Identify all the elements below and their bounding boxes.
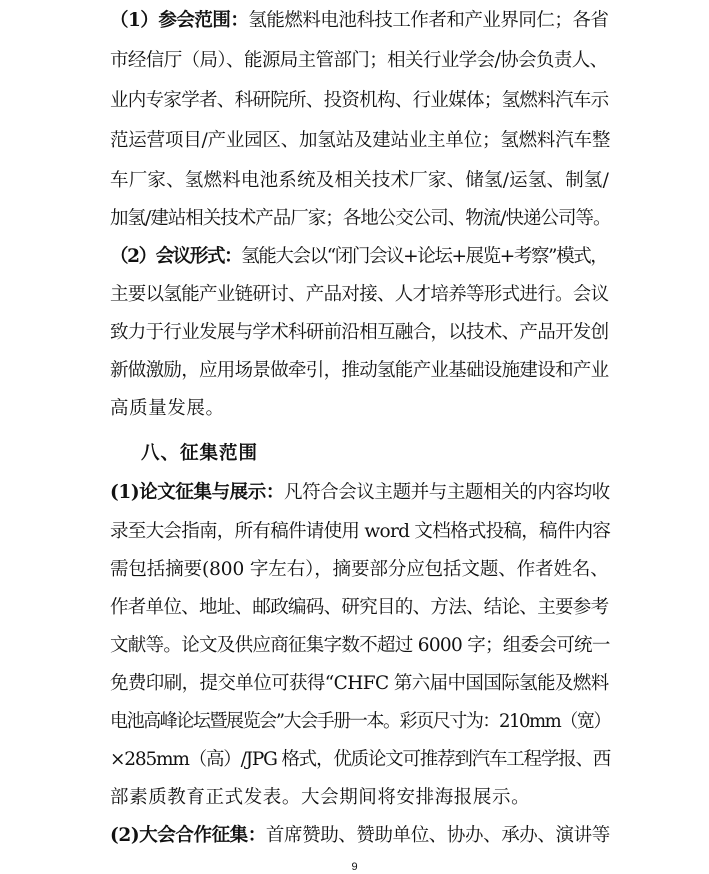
participants-line-4: 范运营项目/产业园区、加氢站及建站业主单位；氢燃料汽车整 xyxy=(110,130,611,151)
papers-text: 凡符合会议主题并与主题相关的内容均收 xyxy=(283,482,610,503)
section-heading: 八、征集范围 xyxy=(141,443,259,464)
format-line-1 xyxy=(110,244,610,270)
papers-line-9: 部素质教育正式发表。大会期间将安排海报展示。 xyxy=(110,787,531,808)
papers-line-4: 作者单位、地址、邮政编码、研究目的、方法、结论、主要参考 xyxy=(110,597,609,618)
papers-line-2: 录至大会指南，所有稿件请使用 word 文档格式投稿，稿件内容 xyxy=(110,521,611,542)
cooperation-line-1 xyxy=(110,823,610,849)
papers-label: (1)论文征集与展示： xyxy=(110,482,284,503)
format-label: （2）会议形式： xyxy=(110,246,242,267)
format-line-4: 新做激励，应用场景做牵引，推动氢能产业基础设施建设和产业 xyxy=(110,360,609,381)
format-line-2: 主要以氢能产业链研讨、产品对接、人才培养等形式进行。会议 xyxy=(110,284,609,305)
participants-line-3: 业内专家学者、科研院所、投资机构、行业媒体；氢燃料汽车示 xyxy=(110,90,609,111)
papers-line-1 xyxy=(110,480,610,506)
participants-line-2: 市经信厅（局）、能源局主管部门；相关行业学会/协会负责人、 xyxy=(110,50,608,71)
papers-line-6: 免费印刷，提交单位可获得“CHFC 第六届中国国际氢能及燃料 xyxy=(110,673,609,694)
format-line-3: 致力于行业发展与学术科研前沿相互融合，以技术、产品开发创 xyxy=(110,322,609,343)
participants-text: 氢能燃料电池科技工作者和产业界同仁；各省 xyxy=(248,10,609,31)
participants-line-1 xyxy=(110,8,610,34)
papers-line-7: 电池高峰论坛暨展览会”大会手册一本。彩页尺寸为：210mm（宽） xyxy=(110,711,611,732)
format-text: 氢能大会以“闭门会议+论坛+展览+考察”模式， xyxy=(241,246,608,267)
format-line-5: 高质量发展。 xyxy=(110,398,225,419)
cooperation-label: (2)大会合作征集： xyxy=(110,825,266,846)
participants-line-5: 车厂家、氢燃料电池系统及相关技术厂家、储氢/运氢、制氢/ xyxy=(110,170,610,191)
cooperation-text: 首席赞助、赞助单位、协办、承办、演讲等 xyxy=(265,825,610,846)
papers-line-5: 文献等。论文及供应商征集字数不超过 6000 字；组委会可统一 xyxy=(110,635,610,656)
papers-line-8: ×285mm（高）/JPG 格式，优质论文可推荐到汽车工程学报、西 xyxy=(110,749,611,770)
papers-line-3: 需包括摘要(800 字左右），摘要部分应包括文题、作者姓名、 xyxy=(110,559,609,580)
participants-label: （1）参会范围： xyxy=(110,10,249,31)
participants-line-6: 加氢/建站相关技术产品厂家；各地公交公司、物流/快递公司等。 xyxy=(110,208,611,229)
page-number: 9 xyxy=(351,861,358,873)
